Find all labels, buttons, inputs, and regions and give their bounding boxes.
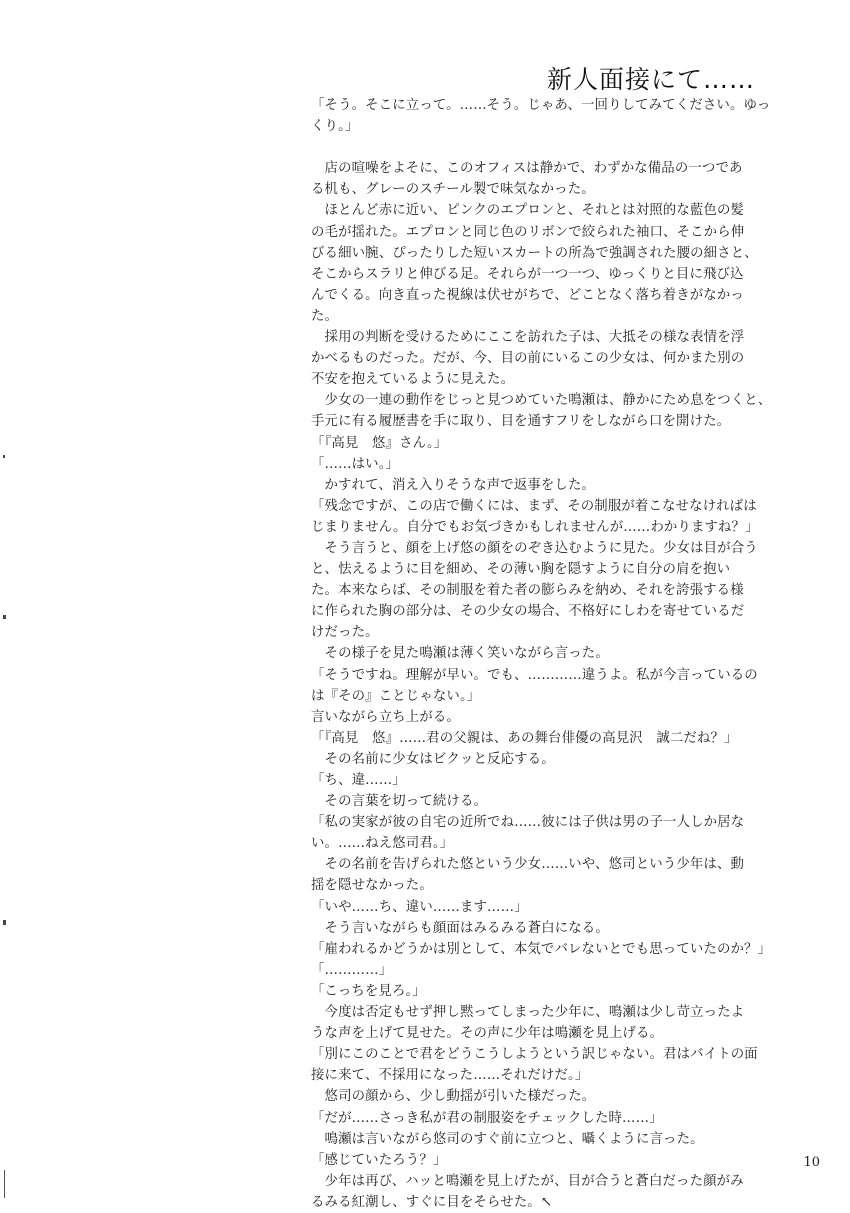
text-line: い。……ねえ悠司君。」 [311, 836, 454, 852]
text-line: 「ち、違……」 [311, 773, 406, 788]
text-line: かべるものだった。だが、今、目の前にいるこの少女は、何かまた別の [311, 351, 745, 367]
text-line: そう言うと、顔を上げ悠の顔をのぞき込むように見た。少女は目が合う [311, 540, 758, 556]
text-line: と、怯えるように目を細め、その薄い胸を隠すように自分の肩を抱い [311, 562, 731, 578]
text-line: 悠司の顔から、少し動揺が引いた様だった。 [311, 1089, 596, 1105]
text-line: 少年は再び、ハッと鳴瀬を見上げたが、目が合うと蒼白だった顔がみ [311, 1173, 744, 1189]
text-line: 「私の実家が彼の自宅の近所でね……彼には子供は男の子一人しか居な [311, 815, 745, 831]
text-line: 手元に有る履歴書を手に取り、目を通すフリをしながら口を開けた。 [311, 414, 731, 430]
text-line: 「感じていたろう？」 [311, 1152, 447, 1168]
text-line: 店の喧噪をよそに、このオフィスは静かで、わずかな備品の一つであ [311, 161, 743, 177]
text-line: た。本来ならば、その制服を着た者の膨らみを納め、それを誇張する様 [311, 583, 744, 599]
text-line: 「いや……ち、違い……ます……」 [311, 899, 528, 915]
text-line: ほとんど赤に近い、ピンクのエプロンと、それとは対照的な藍色の髪 [311, 203, 745, 219]
text-line: に作られた胸の部分は、その少女の場合、不格好にしわを寄せているだ [311, 604, 745, 620]
text-line: の毛が揺れた。エプロンと同じ色のリボンで絞られた袖口、そこから伸 [311, 224, 745, 240]
page-number: 10 [803, 1155, 820, 1170]
text-line: そこからスラリと伸びる足。それらが一つ一つ、ゆっくりと目に飛び込 [311, 266, 744, 282]
text-line: うな声を上げて見せた。その声に少年は鳴瀬を見上げる。 [311, 1026, 664, 1042]
text-line: 「残念ですが、この店で働くには、まず、その制服が着こなせなければは [311, 498, 757, 514]
text-line: 接に来て、不採用になった……それだけだ。」 [311, 1068, 589, 1084]
text-line: 「雇われるかどうかは別として、本気でバレないとでも思っていたのか？」 [311, 941, 771, 957]
text-line: 揺を隠せなかった。 [311, 878, 433, 894]
scan-mark [3, 455, 5, 458]
text-line: 鳴瀬は言いながら悠司のすぐ前に立つと、囁くように言った。 [311, 1131, 704, 1147]
text-line: 今度は否定もせず押し黙ってしまった少年に、鳴瀬は少し苛立ったよ [311, 1005, 745, 1021]
text-line: かすれて、消え入りそうな声で返事をした。 [311, 477, 596, 493]
text-line: びる細い腕、ぴったりした短いスカートの所為で強調された腰の細さと、 [311, 245, 758, 261]
text-line: そう言いながらも顔面はみるみる蒼白になる。 [311, 920, 609, 936]
text-line: 「こっちを見ろ。」 [311, 983, 426, 999]
text-line: その名前に少女はビクッと反応する。 [311, 751, 555, 767]
text-line: 「そう。そこに立って。……そう。じゃあ、一回りしてみてください。ゆっ [311, 98, 771, 113]
text-line: 「…………」 [311, 962, 393, 978]
page-title: 新人面接にて…… [546, 65, 755, 94]
text-line: 「『高見 悠』さん。」 [311, 435, 448, 451]
text-line: るみる紅潮し、すぐに目をそらせた。↖ [311, 1194, 553, 1210]
text-line: んでくる。向き直った視線は伏せがちで、どことなく落ち着きがなかっ [311, 287, 744, 303]
text-line: くり。」 [311, 119, 359, 135]
story-text [311, 95, 771, 1213]
text-line: 言いながら立ち上がる。 [311, 709, 460, 725]
text-line: 「だが……さっき私が君の制服姿をチェックした時……」 [311, 1110, 663, 1126]
scan-mark [3, 920, 6, 925]
text-line: は『その』ことじゃない。」 [311, 688, 481, 704]
text-line: 「別にこのことで君をどうこうしようという訳じゃない。君はバイトの面 [311, 1047, 758, 1063]
text-line: た。 [311, 308, 339, 324]
text-line: 「『高見 悠』……君の父親は、あの舞台俳優の高見沢 誠二だね？」 [311, 730, 738, 746]
text-line: その様子を見た鳴瀬は薄く笑いながら言った。 [311, 646, 609, 662]
text-line: じまりません。自分でもお気づきかもしれませんが……わかりますね？」 [311, 519, 759, 535]
text-line: 「そうですね。理解が早い。でも、…………違うよ。私が今言っているの [311, 667, 758, 683]
text-line: 採用の判断を受けるためにここを訪れた子は、大抵その様な表情を浮 [311, 330, 745, 346]
text-line: 不安を抱えているように見えた。 [311, 372, 515, 388]
text-line: その名前を告げられた悠という少女……いや、悠司という少年は、動 [311, 857, 745, 873]
text-line: その言葉を切って続ける。 [311, 794, 488, 810]
text-line: 少女の一連の動作をじっと見つめていた鳴瀬は、静かにため息をつくと、 [311, 393, 771, 409]
text-line: る机も、グレーのスチール製で味気なかった。 [311, 182, 595, 198]
text-line [311, 137, 771, 158]
scan-mark [3, 615, 6, 619]
text-line: 「……はい。」 [311, 456, 400, 472]
text-line: けだった。 [311, 625, 379, 641]
scan-edge-line [4, 1170, 5, 1198]
